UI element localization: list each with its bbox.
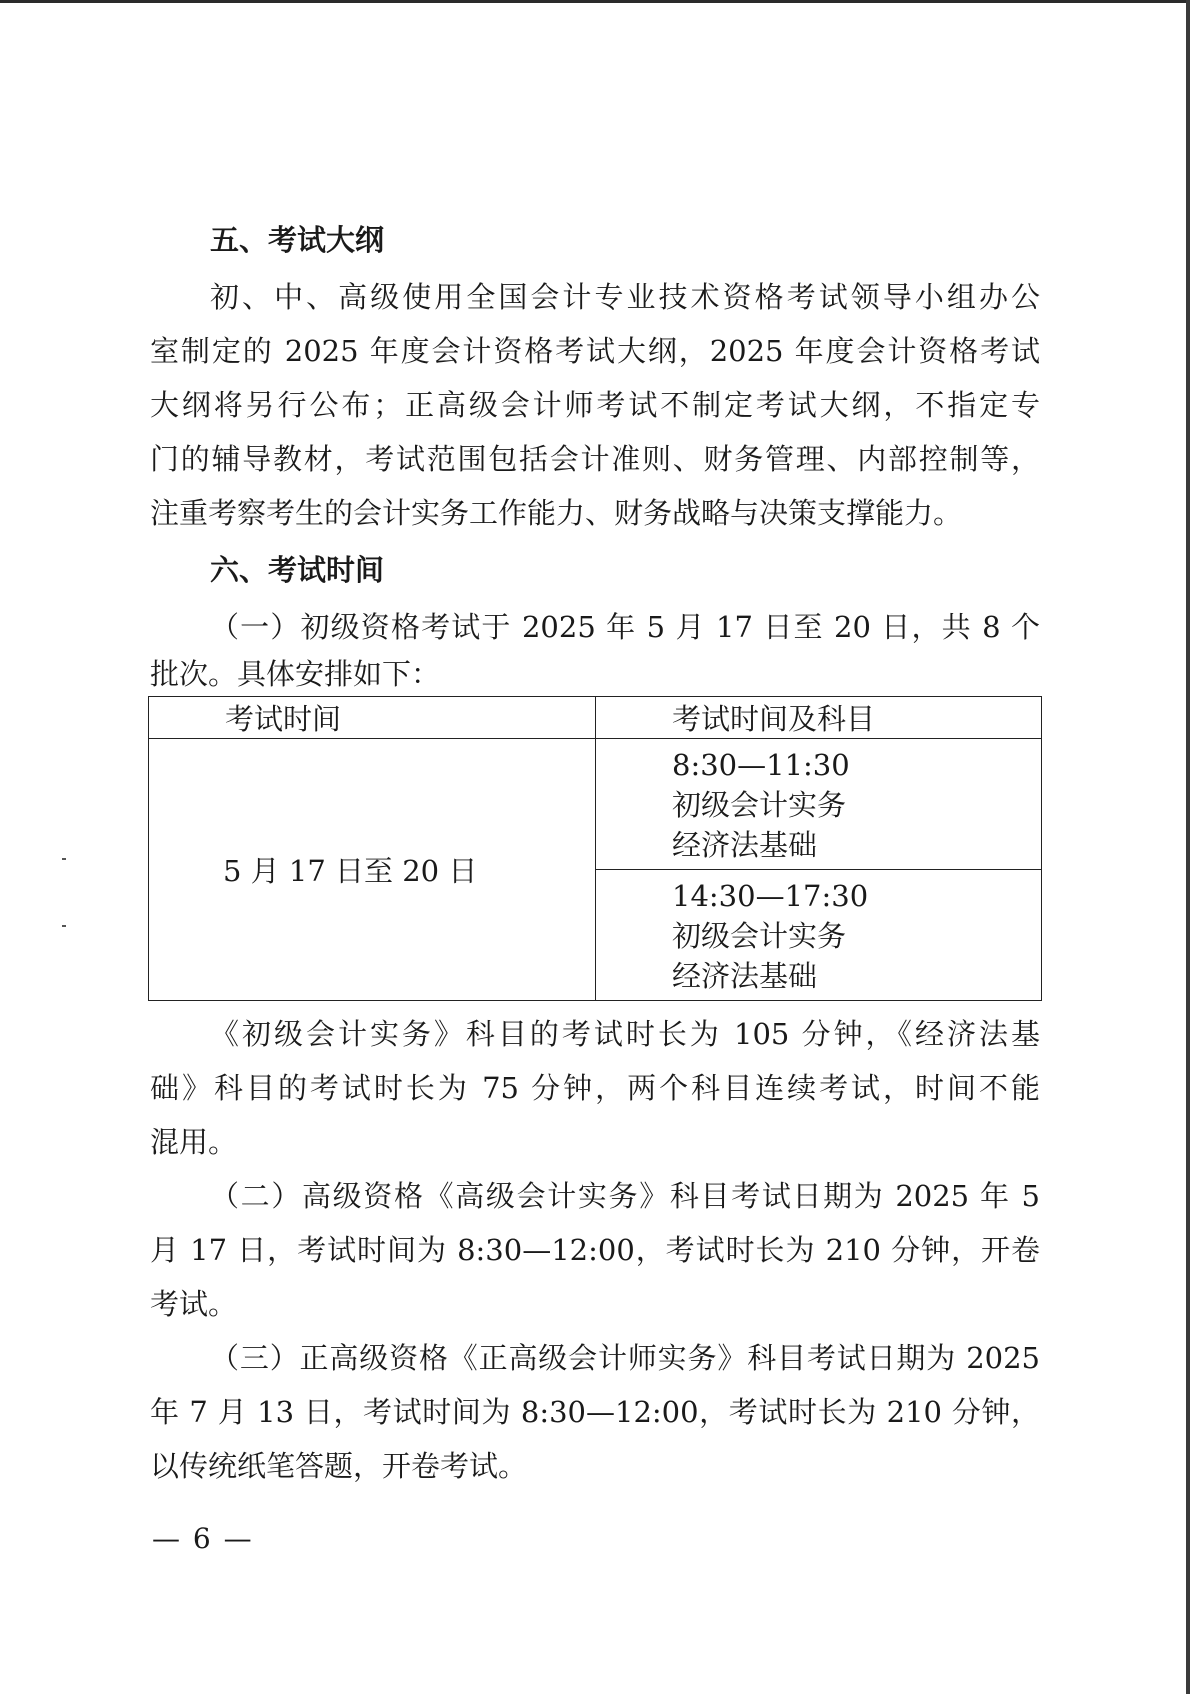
text-line: 注重考察考生的会计实务工作能力、财务战略与决策支撑能力。: [150, 496, 963, 530]
text-line: （二）高级资格《高级会计实务》科目考试日期为 2025 年 5: [210, 1179, 1040, 1213]
text-line: 础》科目的考试时长为 75 分钟，两个科目连续考试，时间不能: [150, 1071, 1040, 1105]
text-line: 门的辅导教材，考试范围包括会计准则、财务管理、内部控制等，: [150, 442, 1040, 476]
text-line: 月 17 日，考试时间为 8:30—12:00，考试时长为 210 分钟，开卷: [150, 1233, 1040, 1267]
text-line: 混用。: [150, 1125, 238, 1159]
table-header-row: [149, 697, 1042, 739]
slot-subject: 经济法基础: [672, 828, 818, 862]
text-line: 以传统纸笔答题，开卷考试。: [150, 1449, 528, 1483]
slot-subject: 初级会计实务: [672, 788, 847, 822]
outline-paragraph: [150, 270, 1040, 540]
afternoon-slot-cell: [596, 870, 1042, 1001]
text-line: （三）正高级资格《正高级会计师实务》科目考试日期为 2025: [210, 1341, 1040, 1375]
table-row: [149, 739, 1042, 870]
duration-note: [150, 1007, 1040, 1169]
slot-time: 14:30—17:30: [672, 879, 869, 913]
text-line: 室制定的 2025 年度会计资格考试大纲，2025 年度会计资格考试: [150, 334, 1040, 368]
text-line: 年 7 月 13 日，考试时间为 8:30—12:00，考试时长为 210 分钟，: [150, 1395, 1040, 1429]
slot-subject: 经济法基础: [672, 959, 818, 993]
document-body: [150, 210, 1040, 1493]
page-number: — 6 —: [152, 1522, 254, 1555]
scan-edge-right: [1186, 0, 1190, 1694]
slot-time: 8:30—11:30: [672, 748, 850, 782]
exam-schedule-table: [148, 696, 1042, 1001]
header-exam-date: 考试时间: [149, 697, 596, 739]
text-line: 批次。具体安排如下：: [150, 657, 441, 691]
full-senior-exam-paragraph: [150, 1331, 1040, 1493]
scan-speck: [62, 925, 66, 927]
morning-slot-cell: [596, 739, 1042, 870]
text-line: 考试。: [150, 1287, 238, 1321]
text-line: 初、中、高级使用全国会计专业技术资格考试领导小组办公: [210, 280, 1040, 314]
text-line: 《初级会计实务》科目的考试时长为 105 分钟，《经济法基: [210, 1017, 1040, 1051]
junior-exam-intro: [150, 600, 1040, 694]
header-time-and-subject: 考试时间及科目: [596, 697, 1042, 739]
senior-exam-paragraph: [150, 1169, 1040, 1331]
text-line: 大纲将另行公布；正高级会计师考试不制定考试大纲，不指定专: [150, 388, 1040, 422]
section-heading-outline: 五、考试大纲: [210, 223, 385, 257]
text-line: （一）初级资格考试于 2025 年 5 月 17 日至 20 日，共 8 个: [210, 610, 1040, 644]
scan-speck: [62, 858, 66, 860]
slot-subject: 初级会计实务: [672, 919, 847, 953]
section-heading-exam-time: 六、考试时间: [210, 553, 385, 587]
exam-date-cell: 5 月 17 日至 20 日: [149, 739, 596, 1001]
scan-edge-top: [0, 0, 1190, 3]
